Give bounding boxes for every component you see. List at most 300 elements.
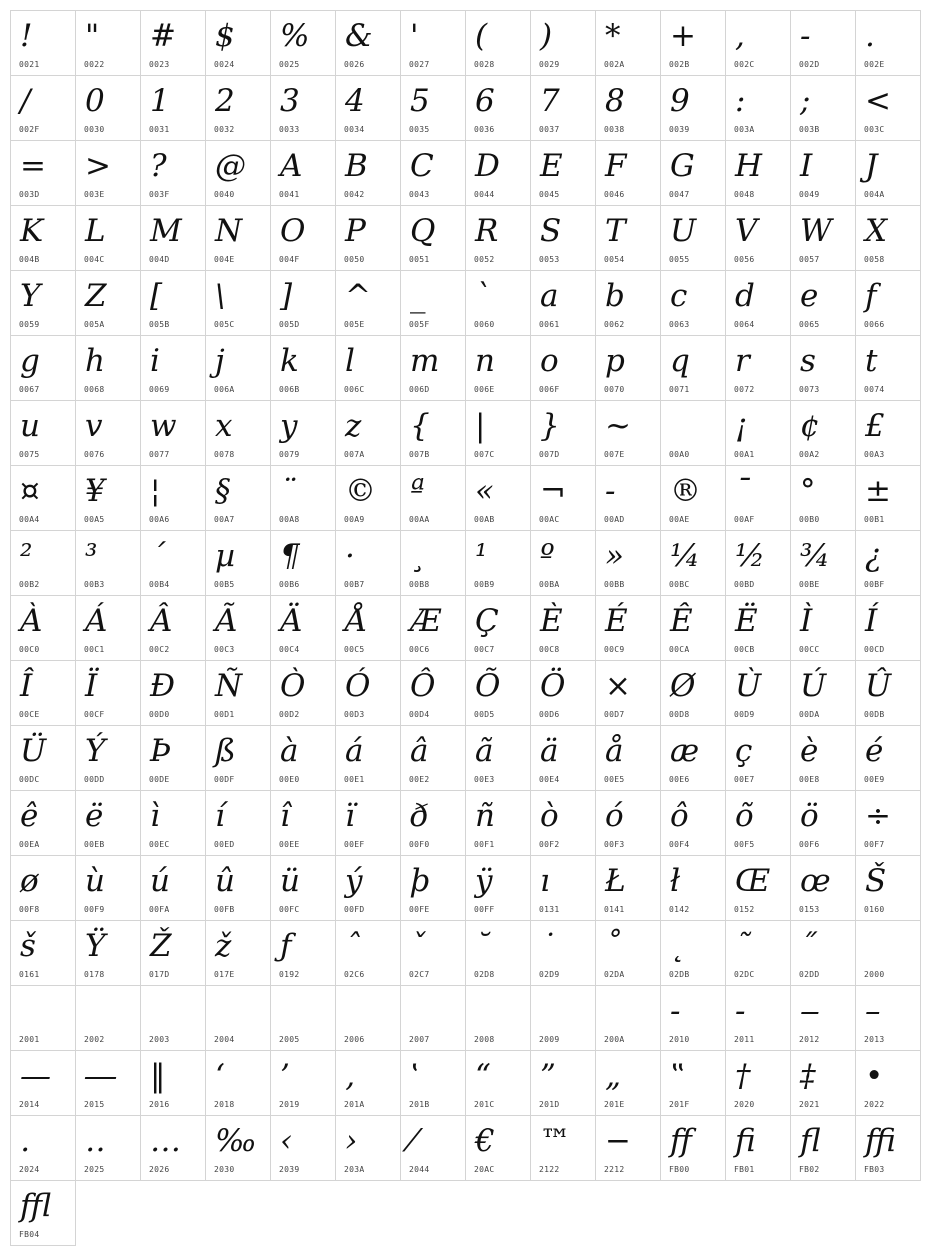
- glyph-cell: [855, 790, 921, 856]
- glyph-codepoint: 0064: [734, 320, 755, 329]
- glyph-cell: [790, 855, 856, 921]
- glyph-codepoint: 0065: [799, 320, 820, 329]
- glyph-codepoint: 201E: [604, 1100, 625, 1109]
- glyph-cell: [205, 595, 271, 661]
- glyph-codepoint: 00FE: [409, 905, 430, 914]
- glyph-cell: [595, 530, 661, 596]
- glyph-cell: [335, 205, 401, 271]
- glyph-cell: [530, 400, 596, 466]
- glyph-cell: [855, 725, 921, 791]
- glyph-codepoint: 02DA: [604, 970, 625, 979]
- glyph-codepoint: 00BD: [734, 580, 755, 589]
- glyph-char: ․: [20, 1123, 31, 1159]
- glyph-codepoint: 0038: [604, 125, 625, 134]
- glyph-codepoint: 00FB: [214, 905, 235, 914]
- glyph-cell: [660, 790, 726, 856]
- glyph-char: î: [280, 798, 290, 834]
- glyph-cell: [595, 400, 661, 466]
- glyph-codepoint: 005E: [344, 320, 365, 329]
- glyph-cell: [270, 920, 336, 986]
- glyph-char: ‟: [670, 1058, 686, 1094]
- glyph-char: ø: [20, 863, 39, 899]
- glyph-cell: [530, 920, 596, 986]
- glyph-char: s: [800, 343, 816, 379]
- glyph-codepoint: 002D: [799, 60, 820, 69]
- glyph-char: t: [865, 343, 878, 379]
- glyph-cell: [75, 465, 141, 531]
- glyph-cell: [205, 140, 271, 206]
- glyph-cell: [270, 855, 336, 921]
- glyph-codepoint: 2030: [214, 1165, 235, 1174]
- glyph-char: Ł: [605, 863, 626, 899]
- glyph-cell: [140, 530, 206, 596]
- glyph-cell: [725, 790, 791, 856]
- glyph-char: F: [605, 148, 627, 184]
- glyph-cell: [140, 985, 206, 1051]
- glyph-char: W: [800, 213, 832, 249]
- glyph-codepoint: 00F2: [539, 840, 560, 849]
- glyph-codepoint: 00D9: [734, 710, 755, 719]
- glyph-cell: [140, 140, 206, 206]
- glyph-cell: [335, 790, 401, 856]
- glyph-cell: [465, 465, 531, 531]
- glyph-codepoint: 0047: [669, 190, 690, 199]
- glyph-char: f: [865, 278, 877, 314]
- glyph-codepoint: 005C: [214, 320, 235, 329]
- glyph-char: Î: [20, 668, 33, 704]
- glyph-codepoint: 0029: [539, 60, 560, 69]
- glyph-codepoint: 00FA: [149, 905, 170, 914]
- glyph-cell: [10, 1115, 76, 1181]
- glyph-codepoint: 004D: [149, 255, 170, 264]
- glyph-codepoint: 00E5: [604, 775, 625, 784]
- glyph-codepoint: 00C1: [84, 645, 105, 654]
- glyph-codepoint: 0066: [864, 320, 885, 329]
- glyph-codepoint: FB03: [864, 1165, 885, 1174]
- glyph-char: Ø: [670, 668, 696, 704]
- glyph-codepoint: 004E: [214, 255, 235, 264]
- glyph-cell: [790, 465, 856, 531]
- glyph-codepoint: 0072: [734, 385, 755, 394]
- glyph-char: â: [410, 733, 429, 769]
- glyph-codepoint: 00B8: [409, 580, 430, 589]
- glyph-cell: [75, 595, 141, 661]
- glyph-codepoint: 2009: [539, 1035, 560, 1044]
- glyph-codepoint: 00F3: [604, 840, 625, 849]
- glyph-codepoint: 0053: [539, 255, 560, 264]
- glyph-cell: [530, 530, 596, 596]
- glyph-cell: [205, 75, 271, 141]
- glyph-cell: [205, 1115, 271, 1181]
- glyph-char: ¶: [280, 538, 300, 574]
- glyph-codepoint: 0068: [84, 385, 105, 394]
- glyph-char: œ: [800, 863, 831, 899]
- glyph-codepoint: 0027: [409, 60, 430, 69]
- glyph-char: ‰: [215, 1123, 257, 1159]
- glyph-codepoint: 0048: [734, 190, 755, 199]
- glyph-codepoint: 0059: [19, 320, 40, 329]
- glyph-codepoint: 2003: [149, 1035, 170, 1044]
- glyph-codepoint: 00B6: [279, 580, 300, 589]
- glyph-cell: [595, 270, 661, 336]
- glyph-codepoint: 00AE: [669, 515, 690, 524]
- glyph-char: :: [735, 83, 746, 119]
- glyph-codepoint: 004A: [864, 190, 885, 199]
- glyph-char: ): [540, 18, 553, 54]
- glyph-codepoint: 0070: [604, 385, 625, 394]
- glyph-char: 4: [345, 83, 365, 119]
- glyph-char: À: [20, 603, 43, 639]
- glyph-codepoint: 00B4: [149, 580, 170, 589]
- glyph-char: b: [605, 278, 625, 314]
- glyph-char: ©: [345, 473, 376, 509]
- glyph-codepoint: 02C7: [409, 970, 430, 979]
- glyph-cell: [75, 75, 141, 141]
- glyph-cell: [790, 1115, 856, 1181]
- glyph-char: »: [605, 538, 624, 574]
- glyph-codepoint: 00AC: [539, 515, 560, 524]
- glyph-cell: [660, 465, 726, 531]
- glyph-codepoint: 0160: [864, 905, 885, 914]
- glyph-char: Ž: [150, 928, 172, 964]
- glyph-cell: [205, 855, 271, 921]
- glyph-char: ·: [345, 538, 355, 574]
- glyph-cell: [140, 790, 206, 856]
- glyph-codepoint: 2005: [279, 1035, 300, 1044]
- glyph-codepoint: 002E: [864, 60, 885, 69]
- glyph-codepoint: 00A9: [344, 515, 365, 524]
- glyph-cell: [335, 335, 401, 401]
- glyph-char: U: [670, 213, 697, 249]
- glyph-char: ×: [605, 668, 631, 704]
- glyph-cell: [10, 660, 76, 726]
- glyph-cell: [660, 335, 726, 401]
- glyph-cell: [400, 790, 466, 856]
- glyph-cell: [595, 335, 661, 401]
- glyph-cell: [790, 335, 856, 401]
- glyph-char: ä: [540, 733, 559, 769]
- glyph-cell: [725, 465, 791, 531]
- glyph-codepoint: 02DC: [734, 970, 755, 979]
- glyph-cell: [530, 270, 596, 336]
- glyph-char: Æ: [410, 603, 442, 639]
- glyph-codepoint: 0030: [84, 125, 105, 134]
- glyph-codepoint: 00AA: [409, 515, 430, 524]
- glyph-char: ―: [85, 1058, 116, 1094]
- glyph-char: B: [345, 148, 368, 184]
- glyph-codepoint: 0077: [149, 450, 170, 459]
- glyph-char: ﬂ: [800, 1123, 821, 1159]
- glyph-codepoint: 00C6: [409, 645, 430, 654]
- glyph-codepoint: 006F: [539, 385, 560, 394]
- glyph-char: Ñ: [215, 668, 243, 704]
- glyph-codepoint: 201B: [409, 1100, 430, 1109]
- glyph-char: ﬁ: [735, 1123, 756, 1159]
- glyph-char: _: [410, 278, 426, 314]
- glyph-char: å: [605, 733, 624, 769]
- glyph-codepoint: 00CE: [19, 710, 40, 719]
- glyph-cell: [140, 855, 206, 921]
- glyph-cell: [10, 1050, 76, 1116]
- glyph-cell: [140, 335, 206, 401]
- glyph-cell: [530, 335, 596, 401]
- glyph-codepoint: 00C0: [19, 645, 40, 654]
- glyph-char: ô: [670, 798, 689, 834]
- glyph-cell: [595, 985, 661, 1051]
- glyph-char: ¨: [280, 473, 296, 509]
- glyph-codepoint: 0076: [84, 450, 105, 459]
- glyph-codepoint: 0141: [604, 905, 625, 914]
- glyph-codepoint: 0073: [799, 385, 820, 394]
- glyph-char: Å: [345, 603, 368, 639]
- glyph-cell: [790, 400, 856, 466]
- glyph-cell: [205, 1050, 271, 1116]
- glyph-cell: [660, 530, 726, 596]
- glyph-codepoint: 00D8: [669, 710, 690, 719]
- glyph-char: û: [215, 863, 235, 899]
- glyph-codepoint: 00ED: [214, 840, 235, 849]
- glyph-codepoint: 0026: [344, 60, 365, 69]
- glyph-cell: [335, 75, 401, 141]
- glyph-char: p: [605, 343, 625, 379]
- glyph-char: ƒ: [280, 928, 292, 964]
- glyph-cell: [465, 10, 531, 76]
- glyph-char: ˝: [800, 928, 816, 964]
- glyph-codepoint: 0028: [474, 60, 495, 69]
- glyph-cell: [660, 595, 726, 661]
- glyph-cell: [205, 920, 271, 986]
- glyph-codepoint: 00BE: [799, 580, 820, 589]
- glyph-codepoint: 007E: [604, 450, 625, 459]
- glyph-char: Q: [410, 213, 436, 249]
- glyph-char: ˆ: [345, 928, 361, 964]
- glyph-cell: [270, 1050, 336, 1116]
- glyph-char: €: [475, 1123, 495, 1159]
- glyph-cell: [855, 660, 921, 726]
- glyph-cell: [530, 855, 596, 921]
- glyph-char: „: [605, 1058, 622, 1094]
- glyph-codepoint: 2026: [149, 1165, 170, 1174]
- glyph-char: ’: [280, 1058, 290, 1094]
- glyph-codepoint: 00AF: [734, 515, 755, 524]
- glyph-char: ì: [150, 798, 160, 834]
- glyph-codepoint: 00B1: [864, 515, 885, 524]
- glyph-codepoint: 0063: [669, 320, 690, 329]
- glyph-cell: [205, 465, 271, 531]
- glyph-codepoint: 0050: [344, 255, 365, 264]
- glyph-char: Z: [85, 278, 107, 314]
- glyph-cell: [140, 400, 206, 466]
- glyph-char: ½: [735, 538, 766, 574]
- glyph-cell: [400, 920, 466, 986]
- glyph-cell: [270, 790, 336, 856]
- glyph-char: á: [345, 733, 364, 769]
- glyph-cell: [205, 985, 271, 1051]
- glyph-cell: [270, 660, 336, 726]
- glyph-codepoint: 003F: [149, 190, 170, 199]
- glyph-codepoint: 00B2: [19, 580, 40, 589]
- glyph-cell: [465, 335, 531, 401]
- glyph-cell: [75, 140, 141, 206]
- glyph-codepoint: 00FD: [344, 905, 365, 914]
- glyph-cell: [10, 335, 76, 401]
- glyph-cell: [10, 530, 76, 596]
- glyph-codepoint: 00C7: [474, 645, 495, 654]
- glyph-codepoint: 2212: [604, 1165, 625, 1174]
- glyph-codepoint: 00EC: [149, 840, 170, 849]
- glyph-codepoint: 00D1: [214, 710, 235, 719]
- glyph-cell: [10, 595, 76, 661]
- glyph-codepoint: 2002: [84, 1035, 105, 1044]
- glyph-codepoint: 00C8: [539, 645, 560, 654]
- glyph-codepoint: 003D: [19, 190, 40, 199]
- glyph-codepoint: 0069: [149, 385, 170, 394]
- glyph-char: 0: [85, 83, 105, 119]
- glyph-cell: [855, 205, 921, 271]
- glyph-char: <: [865, 83, 891, 119]
- glyph-codepoint: 00E9: [864, 775, 885, 784]
- glyph-codepoint: 00B5: [214, 580, 235, 589]
- glyph-char: R: [475, 213, 499, 249]
- glyph-char: ñ: [475, 798, 495, 834]
- glyph-char: ™: [540, 1123, 571, 1159]
- glyph-cell: [10, 725, 76, 791]
- glyph-cell: [140, 10, 206, 76]
- glyph-char: 1: [150, 83, 170, 119]
- glyph-codepoint: 0041: [279, 190, 300, 199]
- glyph-char: Ô: [410, 668, 436, 704]
- glyph-cell: [465, 205, 531, 271]
- glyph-codepoint: 00D7: [604, 710, 625, 719]
- glyph-char: `: [475, 278, 491, 314]
- glyph-char: ”: [540, 1058, 556, 1094]
- glyph-char: n: [475, 343, 495, 379]
- glyph-char: %: [280, 18, 310, 54]
- glyph-codepoint: 0054: [604, 255, 625, 264]
- glyph-char: P: [345, 213, 366, 249]
- glyph-codepoint: 00F1: [474, 840, 495, 849]
- glyph-cell: [465, 595, 531, 661]
- glyph-char: [: [150, 278, 163, 314]
- glyph-char: −: [605, 1123, 631, 1159]
- glyph-codepoint: 0044: [474, 190, 495, 199]
- glyph-char: ý: [345, 863, 363, 899]
- glyph-char: 3: [280, 83, 300, 119]
- glyph-cell: [335, 10, 401, 76]
- glyph-char: -: [605, 473, 616, 509]
- glyph-codepoint: 00B7: [344, 580, 365, 589]
- glyph-codepoint: 00F0: [409, 840, 430, 849]
- glyph-char: V: [735, 213, 758, 249]
- glyph-char: ˇ: [410, 928, 426, 964]
- glyph-cell: [205, 725, 271, 791]
- glyph-char: š: [20, 928, 36, 964]
- glyph-char: &: [345, 18, 373, 54]
- glyph-codepoint: 0021: [19, 60, 40, 69]
- glyph-cell: [400, 855, 466, 921]
- glyph-char: ı: [540, 863, 550, 899]
- glyph-cell: [855, 595, 921, 661]
- glyph-char: ²: [20, 538, 33, 574]
- glyph-char: ö: [800, 798, 819, 834]
- glyph-char: ]: [280, 278, 293, 314]
- glyph-codepoint: 00DB: [864, 710, 885, 719]
- glyph-codepoint: 0036: [474, 125, 495, 134]
- glyph-char: ã: [475, 733, 494, 769]
- glyph-char: ú: [150, 863, 170, 899]
- glyph-char: J: [865, 148, 878, 184]
- glyph-char: ü: [280, 863, 300, 899]
- glyph-codepoint: 00BC: [669, 580, 690, 589]
- glyph-cell: [270, 400, 336, 466]
- glyph-char: Í: [865, 603, 878, 639]
- glyph-char: ¿: [865, 538, 882, 574]
- glyph-codepoint: 2025: [84, 1165, 105, 1174]
- glyph-codepoint: 002F: [19, 125, 40, 134]
- glyph-cell: [725, 530, 791, 596]
- glyph-cell: [855, 400, 921, 466]
- glyph-codepoint: 00EA: [19, 840, 40, 849]
- glyph-char: ": [85, 18, 100, 54]
- glyph-cell: [140, 75, 206, 141]
- glyph-char: I: [800, 148, 813, 184]
- glyph-char: ¥: [85, 473, 105, 509]
- glyph-codepoint: 0042: [344, 190, 365, 199]
- glyph-cell: [400, 725, 466, 791]
- glyph-char: ⁄: [410, 1123, 416, 1159]
- glyph-codepoint: 2001: [19, 1035, 40, 1044]
- glyph-cell: [530, 985, 596, 1051]
- glyph-codepoint: 2008: [474, 1035, 495, 1044]
- glyph-codepoint: 00F8: [19, 905, 40, 914]
- glyph-codepoint: 0037: [539, 125, 560, 134]
- glyph-cell: [465, 1115, 531, 1181]
- glyph-char: !: [20, 18, 33, 54]
- glyph-char: {: [410, 408, 430, 444]
- glyph-char: ˜: [735, 928, 751, 964]
- glyph-cell: [205, 660, 271, 726]
- glyph-char: õ: [735, 798, 754, 834]
- glyph-char: 8: [605, 83, 625, 119]
- glyph-char: 9: [670, 83, 690, 119]
- glyph-codepoint: 0056: [734, 255, 755, 264]
- glyph-codepoint: FB02: [799, 1165, 820, 1174]
- glyph-codepoint: 007C: [474, 450, 495, 459]
- glyph-codepoint: 2010: [669, 1035, 690, 1044]
- glyph-char: 6: [475, 83, 495, 119]
- glyph-char: þ: [410, 863, 430, 899]
- glyph-codepoint: 00A5: [84, 515, 105, 524]
- glyph-codepoint: 00BA: [539, 580, 560, 589]
- glyph-char: “: [475, 1058, 491, 1094]
- glyph-char: ﬄ: [20, 1188, 51, 1224]
- glyph-char: A: [280, 148, 303, 184]
- glyph-cell: [465, 270, 531, 336]
- glyph-char: Ã: [215, 603, 238, 639]
- glyph-codepoint: 0074: [864, 385, 885, 394]
- glyph-codepoint: 203A: [344, 1165, 365, 1174]
- glyph-char: c: [670, 278, 688, 314]
- glyph-cell: [270, 140, 336, 206]
- glyph-char: *: [605, 18, 621, 54]
- glyph-char: Ÿ: [85, 928, 106, 964]
- glyph-char: Y: [20, 278, 41, 314]
- glyph-char: Ä: [280, 603, 303, 639]
- glyph-cell: [725, 270, 791, 336]
- glyph-codepoint: FB01: [734, 1165, 755, 1174]
- glyph-cell: [660, 660, 726, 726]
- glyph-codepoint: 004C: [84, 255, 105, 264]
